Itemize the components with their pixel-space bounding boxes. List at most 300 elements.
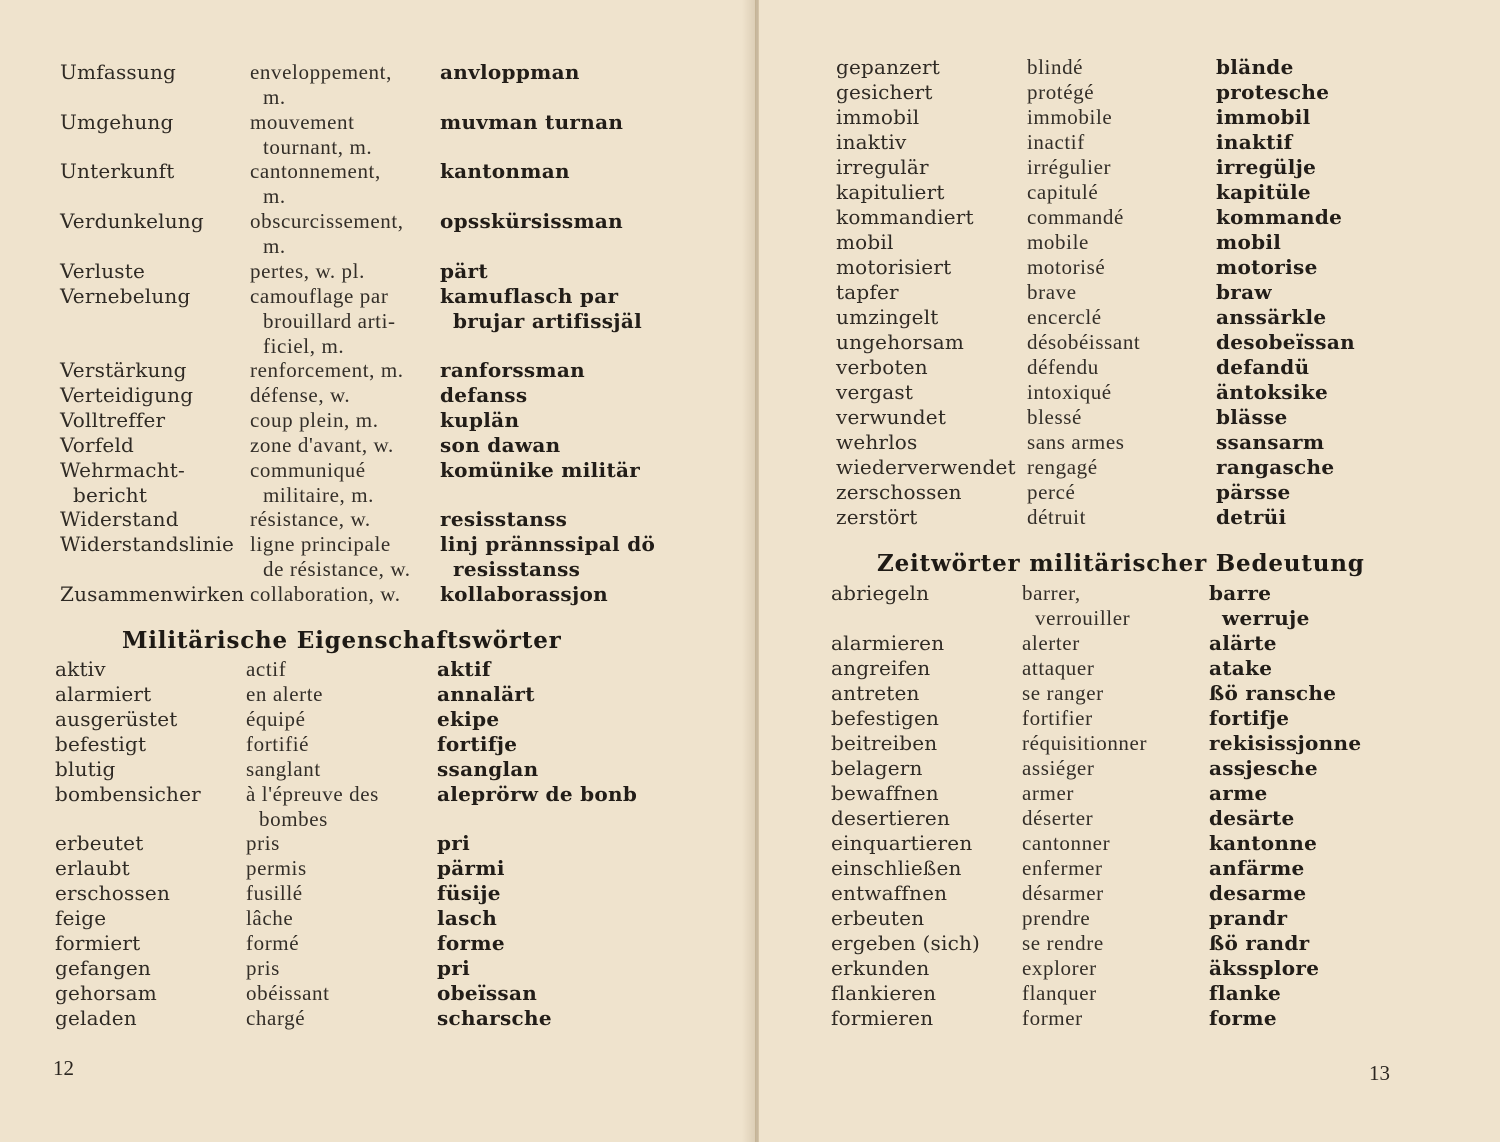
german-term-line: blutig <box>55 756 116 781</box>
french-term-line: réquisitionner <box>1022 731 1148 755</box>
pronunciation-line: brujar artifissjäl <box>453 308 643 333</box>
right-bottom-french-term <box>1022 906 1090 931</box>
left-bottom-german-term <box>55 881 170 906</box>
french-term-line: zone d'avant, w. <box>250 432 394 457</box>
german-term-line: beitreiben <box>831 731 938 755</box>
german-term-line: Zusammenwirken <box>60 581 245 606</box>
pronunciation-line: aleprörw de bonb <box>437 781 638 806</box>
right-bottom-german-term <box>831 781 939 806</box>
left-bottom-vocabulary <box>0 0 756 1060</box>
french-term-line: enveloppement, <box>250 60 392 84</box>
french-term-line: ficiel, m. <box>263 333 345 358</box>
german-term-line: Widerstandslinie <box>60 532 235 557</box>
right-bottom-french-term <box>1022 856 1103 881</box>
pronunciation-line: kommande <box>1216 205 1343 229</box>
german-term-line: wiederverwendet <box>836 455 1016 479</box>
french-term-line: explorer <box>1022 956 1097 980</box>
left-bottom-pronunciation <box>437 757 539 782</box>
pronunciation-line: kantonne <box>1209 831 1318 855</box>
left-bottom-pronunciation <box>437 707 499 732</box>
pronunciation-line: pärsse <box>1216 480 1291 504</box>
german-term-line: ausgerüstet <box>55 706 178 731</box>
pronunciation-line: fortifje <box>1209 706 1290 730</box>
right-bottom-french-term <box>1022 781 1074 806</box>
german-term-line: inaktiv <box>836 130 907 154</box>
german-term-line: erlaubt <box>55 856 130 881</box>
right-bottom-pronunciation <box>1209 981 1281 1006</box>
right-bottom-german-term <box>831 981 936 1006</box>
french-term-line: capitulé <box>1027 180 1099 204</box>
left-bottom-german-term <box>55 1006 137 1031</box>
left-bottom-french-term <box>246 707 306 732</box>
right-bottom-german-term <box>831 881 947 906</box>
pronunciation-line: ßö randr <box>1209 931 1310 955</box>
german-term-line: belagern <box>831 756 923 780</box>
right-bottom-pronunciation <box>1209 831 1317 856</box>
pronunciation-line: aktif <box>437 657 491 681</box>
pronunciation-line: desärte <box>1209 806 1295 830</box>
left-bottom-german-term <box>55 981 157 1006</box>
pronunciation-line: ssanglan <box>437 756 539 781</box>
right-bottom-pronunciation <box>1209 731 1361 756</box>
french-term-line: m. <box>263 85 286 109</box>
right-bottom-german-term <box>831 956 929 981</box>
german-term-line: einschließen <box>831 856 962 880</box>
pronunciation-line: anvloppman <box>440 60 580 84</box>
right-bottom-french-term <box>1022 881 1104 906</box>
pronunciation-line: inaktif <box>1216 130 1293 154</box>
german-term-line: irregulär <box>836 155 929 179</box>
german-term-line: erbeutet <box>55 831 144 856</box>
german-term-line: befestigt <box>55 731 147 756</box>
right-bottom-german-term <box>831 731 937 756</box>
left-bottom-french-term <box>246 931 299 956</box>
right-bottom-french-term <box>1022 756 1094 781</box>
german-term-line: Unterkunft <box>60 159 175 184</box>
left-bottom-german-term <box>55 956 151 981</box>
left-bottom-german-term <box>55 657 106 682</box>
french-term-line: cantonner <box>1022 831 1111 855</box>
pronunciation-line: lasch <box>437 906 498 930</box>
german-term-line: Verdunkelung <box>60 209 204 234</box>
german-term-line: gepanzert <box>836 55 941 79</box>
right-bottom-french-term <box>1022 956 1097 981</box>
left-bottom-pronunciation <box>437 931 505 956</box>
french-term-line: intoxiqué <box>1027 380 1112 404</box>
left-bottom-pronunciation <box>437 732 517 757</box>
left-bottom-french-term <box>246 906 293 931</box>
french-term-line: défendu <box>1027 355 1099 379</box>
right-bottom-pronunciation <box>1209 906 1287 931</box>
left-bottom-german-term <box>55 732 146 757</box>
german-term-line: umzingelt <box>836 305 939 329</box>
french-term-line: détruit <box>1027 505 1087 529</box>
german-term-line: bericht <box>73 482 148 507</box>
pronunciation-line: desobeïssan <box>1216 330 1355 354</box>
pronunciation-line: ßö ransche <box>1209 681 1337 705</box>
pronunciation-line: kantonman <box>440 159 570 184</box>
pronunciation-line: immobil <box>1216 105 1311 129</box>
french-term-line: désobéissant <box>1027 330 1141 354</box>
french-term-line: verrouiller <box>1035 606 1131 630</box>
german-term-line: befestigen <box>831 706 940 730</box>
french-term-line: mobile <box>1027 230 1089 254</box>
german-term-line: wehrlos <box>836 430 918 454</box>
right-page <box>758 0 1500 1142</box>
right-bottom-german-term <box>831 756 923 781</box>
right-bottom-french-term <box>1022 631 1080 656</box>
left-bottom-french-term <box>246 757 321 782</box>
french-term-line: sanglant <box>246 756 321 781</box>
right-bottom-german-term <box>831 1006 933 1031</box>
german-term-line: Vernebelung <box>60 283 191 308</box>
pronunciation-line: flanke <box>1209 981 1282 1005</box>
french-term-line: fusillé <box>246 881 303 906</box>
german-term-line: ergeben (sich) <box>831 931 981 955</box>
french-term-line: inactif <box>1027 130 1085 154</box>
right-bottom-french-term <box>1022 731 1147 756</box>
right-bottom-german-term <box>831 581 929 606</box>
left-bottom-pronunciation <box>437 657 491 682</box>
french-term-line: se rendre <box>1022 931 1104 955</box>
french-term-line: résistance, w. <box>250 507 371 532</box>
german-term-line: kapituliert <box>836 180 945 204</box>
french-term-line: obscurcissement, <box>250 209 404 234</box>
right-bottom-pronunciation <box>1209 806 1295 831</box>
pronunciation-line: pri <box>437 831 471 856</box>
pronunciation-line: komünike militär <box>440 457 641 482</box>
french-term-line: fortifié <box>246 731 310 756</box>
french-term-line: immobile <box>1027 105 1113 129</box>
german-term-line: desertieren <box>831 806 951 830</box>
german-term-line: kommandiert <box>836 205 974 229</box>
french-term-line: communiqué <box>250 457 366 482</box>
pronunciation-line: blände <box>1216 55 1294 79</box>
pronunciation-line: rekisissjonne <box>1209 731 1362 755</box>
french-term-line: pertes, w. pl. <box>250 258 365 283</box>
french-term-line: m. <box>263 234 286 259</box>
french-term-line: déserter <box>1022 806 1094 830</box>
pronunciation-line: fortifje <box>437 731 518 756</box>
right-bottom-german-term <box>831 931 980 956</box>
german-term-line: alarmiert <box>55 681 152 706</box>
french-term-line: brave <box>1027 280 1077 304</box>
french-term-line: à l'épreuve des <box>246 781 379 806</box>
french-term-line: se ranger <box>1022 681 1104 705</box>
french-term-line: former <box>1022 1006 1083 1030</box>
right-bottom-french-term <box>1022 656 1094 681</box>
german-term-line: gesichert <box>836 80 933 104</box>
german-term-line: alarmieren <box>831 631 945 655</box>
french-term-line: sans armes <box>1027 430 1125 454</box>
right-page-number: 13 <box>1369 1061 1390 1085</box>
german-term-line: Volltreffer <box>60 407 166 432</box>
pronunciation-line: äkssplore <box>1209 956 1320 980</box>
german-term-line: bombensicher <box>55 781 201 806</box>
french-term-line: prendre <box>1022 906 1091 930</box>
pronunciation-line: atake <box>1209 656 1273 680</box>
pronunciation-line: irregülje <box>1216 155 1317 179</box>
left-bottom-french-term <box>246 682 323 707</box>
german-term-line: flankieren <box>831 981 937 1005</box>
left-bottom-french-term <box>246 732 309 757</box>
right-section-heading: Zeitwörter militärischer Bedeutung <box>877 550 1365 577</box>
left-bottom-french-term <box>246 856 307 881</box>
german-term-line: gehorsam <box>55 980 157 1005</box>
right-bottom-german-term <box>831 706 939 731</box>
german-term-line: Verluste <box>60 258 146 283</box>
right-bottom-french-term <box>1022 706 1093 731</box>
right-bottom-french-term <box>1022 581 1130 631</box>
french-term-line: défense, w. <box>250 383 351 408</box>
pronunciation-line: pärmi <box>437 856 505 881</box>
pronunciation-line: detrüi <box>1216 505 1287 529</box>
left-bottom-german-term <box>55 856 130 881</box>
pronunciation-line: linj prännssipal dö <box>440 532 656 557</box>
pronunciation-line: kollaborassjon <box>440 581 609 606</box>
left-bottom-pronunciation <box>437 831 470 856</box>
french-term-line: m. <box>263 184 286 209</box>
french-term-line: équipé <box>246 706 306 731</box>
left-bottom-pronunciation <box>437 1006 552 1031</box>
left-bottom-german-term <box>55 931 140 956</box>
french-term-line: rengagé <box>1027 455 1098 479</box>
french-term-line: commandé <box>1027 205 1124 229</box>
pronunciation-line: rangasche <box>1216 455 1335 479</box>
right-bottom-french-term <box>1022 931 1104 956</box>
pronunciation-line: mobil <box>1216 230 1282 254</box>
pronunciation-line: anfärme <box>1209 856 1305 880</box>
german-term-line: erkunden <box>831 956 930 980</box>
german-term-line: Umgehung <box>60 109 174 134</box>
left-section-heading: Militärische Eigenschaftswörter <box>122 627 562 654</box>
pronunciation-line: obeïssan <box>437 980 538 1005</box>
pronunciation-line: werruje <box>1222 606 1310 630</box>
left-bottom-pronunciation <box>437 956 470 981</box>
right-bottom-french-term <box>1022 1006 1083 1031</box>
french-term-line: en alerte <box>246 681 324 706</box>
left-bottom-pronunciation <box>437 906 497 931</box>
left-bottom-german-term <box>55 707 178 732</box>
french-term-line: pris <box>246 955 280 980</box>
left-bottom-pronunciation <box>437 782 637 807</box>
pronunciation-line: son dawan <box>440 432 561 457</box>
french-term-line: pris <box>246 831 280 856</box>
german-term-line: immobil <box>836 105 920 129</box>
french-term-line: attaquer <box>1022 656 1095 680</box>
pronunciation-line: protesche <box>1216 80 1330 104</box>
french-term-line: actif <box>246 657 287 681</box>
right-bottom-french-term <box>1022 806 1093 831</box>
left-bottom-german-term <box>55 782 201 807</box>
french-term-line: collaboration, w. <box>250 581 401 606</box>
right-bottom-german-term <box>831 856 962 881</box>
pronunciation-line: äntoksike <box>1216 380 1329 404</box>
french-term-line: flanquer <box>1022 981 1097 1005</box>
german-term-line: verwundet <box>836 405 947 429</box>
french-term-line: assiéger <box>1022 756 1095 780</box>
pronunciation-line: muvman turnan <box>440 109 624 134</box>
left-page-number: 12 <box>53 1056 74 1080</box>
right-bottom-pronunciation <box>1209 931 1309 956</box>
french-term-line: lâche <box>246 906 294 930</box>
pronunciation-line: pri <box>437 955 471 980</box>
right-bottom-german-term <box>831 906 924 931</box>
pronunciation-line: blässe <box>1216 405 1288 429</box>
left-bottom-pronunciation <box>437 856 505 881</box>
french-term-line: cantonnement, <box>250 159 381 184</box>
french-term-line: permis <box>246 856 307 881</box>
right-bottom-german-term <box>831 831 972 856</box>
french-term-line: blindé <box>1027 55 1084 79</box>
german-term-line: gefangen <box>55 955 151 980</box>
french-term-line: protégé <box>1027 80 1095 104</box>
french-term-line: irrégulier <box>1027 155 1112 179</box>
right-bottom-pronunciation <box>1209 631 1277 656</box>
pronunciation-line: defandü <box>1216 355 1310 379</box>
right-bottom-german-term <box>831 806 950 831</box>
french-term-line: camouflage par <box>250 283 389 308</box>
german-term-line: verboten <box>836 355 928 379</box>
pronunciation-line: assjesche <box>1209 756 1318 780</box>
pronunciation-line: alärte <box>1209 631 1277 655</box>
pronunciation-line: ssansarm <box>1216 430 1325 454</box>
german-term-line: ungehorsam <box>836 330 965 354</box>
german-term-line: Wehrmacht- <box>60 457 185 482</box>
german-term-line: formiert <box>55 930 141 955</box>
right-bottom-german-term <box>831 656 930 681</box>
pronunciation-line: desarme <box>1209 881 1307 905</box>
left-bottom-french-term <box>246 981 330 1006</box>
french-term-line: percé <box>1027 480 1076 504</box>
german-term-line: aktiv <box>55 657 106 681</box>
right-bottom-pronunciation <box>1209 581 1310 631</box>
german-term-line: Verteidigung <box>60 383 194 408</box>
german-term-line: erschossen <box>55 881 171 906</box>
pronunciation-line: resisstanss <box>453 557 581 582</box>
french-term-line: renforcement, m. <box>250 358 404 383</box>
pronunciation-line: kapitüle <box>1216 180 1311 204</box>
french-term-line: chargé <box>246 1005 306 1030</box>
left-bottom-french-term <box>246 956 280 981</box>
right-bottom-vocabulary <box>759 0 1500 1040</box>
left-bottom-french-term <box>246 657 286 682</box>
right-bottom-pronunciation <box>1209 706 1289 731</box>
french-term-line: de résistance, w. <box>263 557 411 582</box>
pronunciation-line: ekipe <box>437 706 500 731</box>
german-term-line: angreifen <box>831 656 931 680</box>
right-bottom-french-term <box>1022 681 1104 706</box>
pronunciation-line: pärt <box>440 258 488 283</box>
left-bottom-french-term <box>246 1006 305 1031</box>
german-term-line: zerstört <box>836 505 918 529</box>
left-bottom-german-term <box>55 831 143 856</box>
pronunciation-line: kamuflasch par <box>440 283 619 308</box>
french-term-line: obéissant <box>246 980 330 1005</box>
left-bottom-german-term <box>55 757 116 782</box>
left-bottom-pronunciation <box>437 682 535 707</box>
french-term-line: alerter <box>1022 631 1080 655</box>
german-term-line: Widerstand <box>60 507 179 532</box>
right-bottom-pronunciation <box>1209 1006 1277 1031</box>
pronunciation-line: arme <box>1209 781 1268 805</box>
french-term-line: brouillard arti- <box>263 308 396 333</box>
german-term-line: bewaffnen <box>831 781 939 805</box>
right-bottom-french-term <box>1022 831 1110 856</box>
german-term-line: motorisiert <box>836 255 952 279</box>
right-bottom-pronunciation <box>1209 881 1306 906</box>
french-term-line: tournant, m. <box>263 134 373 159</box>
pronunciation-line: prandr <box>1209 906 1288 930</box>
french-term-line: mouvement <box>250 109 355 134</box>
german-term-line: antreten <box>831 681 920 705</box>
pronunciation-line: kuplän <box>440 407 520 432</box>
pronunciation-line: defanss <box>440 383 528 408</box>
german-term-line: abriegeln <box>831 581 930 605</box>
french-term-line: armer <box>1022 781 1074 805</box>
pronunciation-line: resisstanss <box>440 507 568 532</box>
french-term-line: formé <box>246 930 300 955</box>
left-bottom-german-term <box>55 682 151 707</box>
pronunciation-line: füsije <box>437 881 501 906</box>
right-bottom-pronunciation <box>1209 756 1318 781</box>
pronunciation-line: braw <box>1216 280 1272 304</box>
french-term-line: bombes <box>259 806 328 831</box>
pronunciation-line: scharsche <box>437 1005 552 1030</box>
german-term-line: vergast <box>836 380 914 404</box>
right-bottom-pronunciation <box>1209 656 1272 681</box>
french-term-line: enfermer <box>1022 856 1103 880</box>
french-term-line: désarmer <box>1022 881 1104 905</box>
german-term-line: einquartieren <box>831 831 973 855</box>
right-bottom-french-term <box>1022 981 1097 1006</box>
pronunciation-line: forme <box>437 930 505 955</box>
pronunciation-line: opsskürsissman <box>440 209 624 234</box>
french-term-line: ligne principale <box>250 532 391 557</box>
pronunciation-line: barre <box>1209 581 1272 605</box>
german-term-line: formieren <box>831 1006 934 1030</box>
pronunciation-line: anssärkle <box>1216 305 1327 329</box>
pronunciation-line: motorise <box>1216 255 1318 279</box>
pronunciation-line: ranforssman <box>440 358 585 383</box>
german-term-line: Vorfeld <box>60 432 135 457</box>
german-term-line: geladen <box>55 1005 137 1030</box>
left-bottom-french-term <box>246 881 303 906</box>
left-bottom-pronunciation <box>437 981 537 1006</box>
left-bottom-pronunciation <box>437 881 501 906</box>
german-term-line: mobil <box>836 230 894 254</box>
french-term-line: blessé <box>1027 405 1082 429</box>
german-term-line: feige <box>55 906 107 930</box>
right-bottom-german-term <box>831 631 944 656</box>
pronunciation-line: forme <box>1209 1006 1277 1030</box>
german-term-line: zerschossen <box>836 480 962 504</box>
german-term-line: tapfer <box>836 280 899 304</box>
german-term-line: erbeuten <box>831 906 925 930</box>
german-term-line: Verstärkung <box>60 358 187 383</box>
french-term-line: barrer, <box>1022 581 1081 605</box>
german-term-line: entwaffnen <box>831 881 948 905</box>
left-bottom-german-term <box>55 906 106 931</box>
french-term-line: fortifier <box>1022 706 1093 730</box>
left-bottom-french-term <box>246 831 280 856</box>
right-bottom-pronunciation <box>1209 856 1305 881</box>
french-term-line: encerclé <box>1027 305 1102 329</box>
pronunciation-line: annalärt <box>437 681 535 706</box>
german-term-line: Umfassung <box>60 60 177 84</box>
right-bottom-pronunciation <box>1209 681 1336 706</box>
french-term-line: coup plein, m. <box>250 407 379 432</box>
